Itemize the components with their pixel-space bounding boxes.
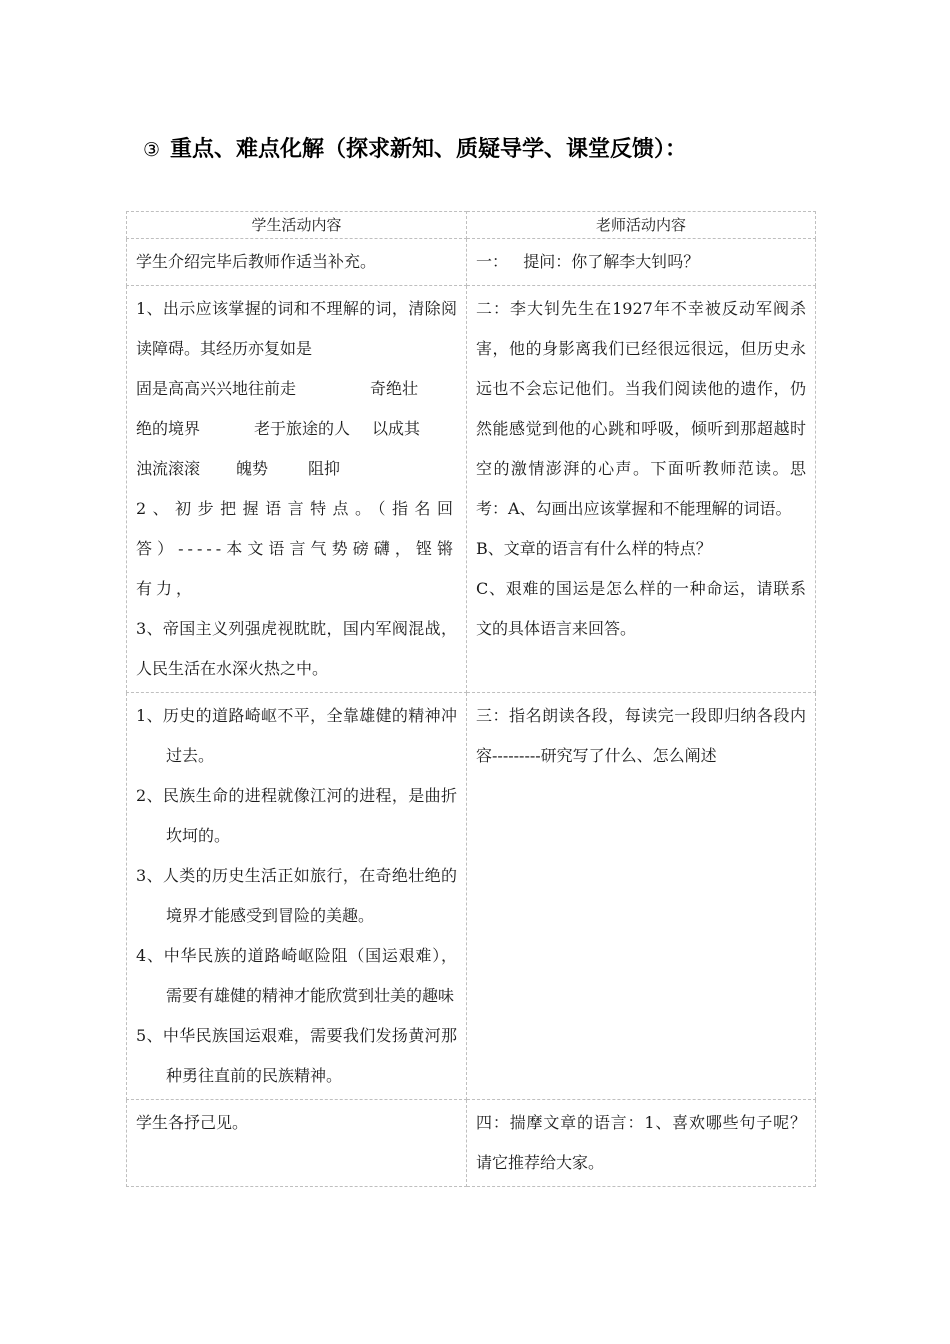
table-row	[127, 286, 816, 693]
question-c: C、艰难的国运是怎么样的一种命运，请联系文的具体语言来回答。	[476, 579, 806, 638]
vocab-intro: 1、出示应该掌握的词和不理解的词，清除阅读障碍。其经历亦复如是	[136, 299, 457, 358]
cell-student-row3	[127, 693, 467, 1100]
question-b: B、文章的语言有什么样的特点？	[476, 539, 712, 558]
header-student-activity: 学生活动内容	[127, 212, 467, 239]
vocab-word: 绝的境界	[136, 419, 201, 438]
section-marker: ③	[143, 139, 161, 161]
table-header-row	[127, 212, 816, 239]
vocab-line	[136, 369, 457, 409]
cell-text: 一： 提问：你了解李大钊吗？	[476, 252, 700, 271]
vocab-line	[136, 449, 457, 489]
list-item: 5、中华民族国运艰难，需要我们发扬黄河那种勇往直前的民族精神。	[136, 1026, 457, 1085]
table-row	[127, 239, 816, 286]
cell-student-row2	[127, 286, 467, 693]
cell-teacher-row3	[467, 693, 816, 1100]
background-note: 3、帝国主义列强虎视眈眈，国内军阀混战，人民生活在水深火热之中。	[136, 619, 457, 678]
teacher-intro: 二：李大钊先生在1927年不幸被反动军阀杀害，他的身影离我们已经很远很远，但历史永远也不会忘记他们。当我们阅读他的遗作，仍然能感觉到他的心跳和呼吸，倾听到那超越时空的激情澎湃的心声。下面听教师范读。思考：A、勾画出应该掌握和不能理解的词语。	[476, 299, 806, 518]
list-item: 4、中华民族的道路崎岖险阻（国运艰难），需要有雄健的精神才能欣赏到壮美的趣味	[136, 946, 457, 1005]
cell-text: 学生各抒己见。	[136, 1113, 249, 1132]
vocab-line	[136, 409, 457, 449]
language-features: 2、初步把握语言特点。（指名回答）-----本文语言气势磅礴，铿锵有力，	[136, 499, 457, 598]
cell-teacher-row4	[467, 1100, 816, 1187]
vocab-word: 魄势	[236, 459, 269, 478]
section-heading-text: 重点、难点化解（探求新知、质疑导学、课堂反馈）：	[170, 137, 688, 162]
table-row	[127, 693, 816, 1100]
list-item: 1、历史的道路崎岖不平，全靠雄健的精神冲过去。	[136, 706, 457, 765]
cell-teacher-row2	[467, 286, 816, 693]
cell-student-row1	[127, 239, 467, 286]
vocab-word: 老于旅途的人	[254, 419, 351, 438]
table-row	[127, 1100, 816, 1187]
vocab-word: 浊流滚滚	[136, 459, 201, 478]
vocab-word: 固是高高兴兴地往前走	[136, 379, 297, 398]
vocab-word: 阻抑	[308, 459, 341, 478]
cell-text: 学生介绍完毕后教师作适当补充。	[136, 252, 377, 271]
vocab-word: 奇绝壮	[370, 379, 419, 398]
activity-table	[126, 211, 816, 1187]
cell-student-row4	[127, 1100, 467, 1187]
cell-text: 三：指名朗读各段，每读完一段即归纳各段内容---------研究写了什么、怎么阐述	[476, 706, 806, 765]
header-teacher-activity: 老师活动内容	[467, 212, 816, 239]
section-heading	[143, 134, 863, 166]
list-item: 2、民族生命的进程就像江河的进程，是曲折坎坷的。	[136, 786, 457, 845]
list-item: 3、人类的历史生活正如旅行，在奇绝壮绝的境界才能感受到冒险的美趣。	[136, 866, 457, 925]
cell-teacher-row1	[467, 239, 816, 286]
cell-text: 四：揣摩文章的语言：1、喜欢哪些句子呢？请它推荐给大家。	[476, 1113, 806, 1172]
vocab-word: 以成其	[372, 419, 421, 438]
